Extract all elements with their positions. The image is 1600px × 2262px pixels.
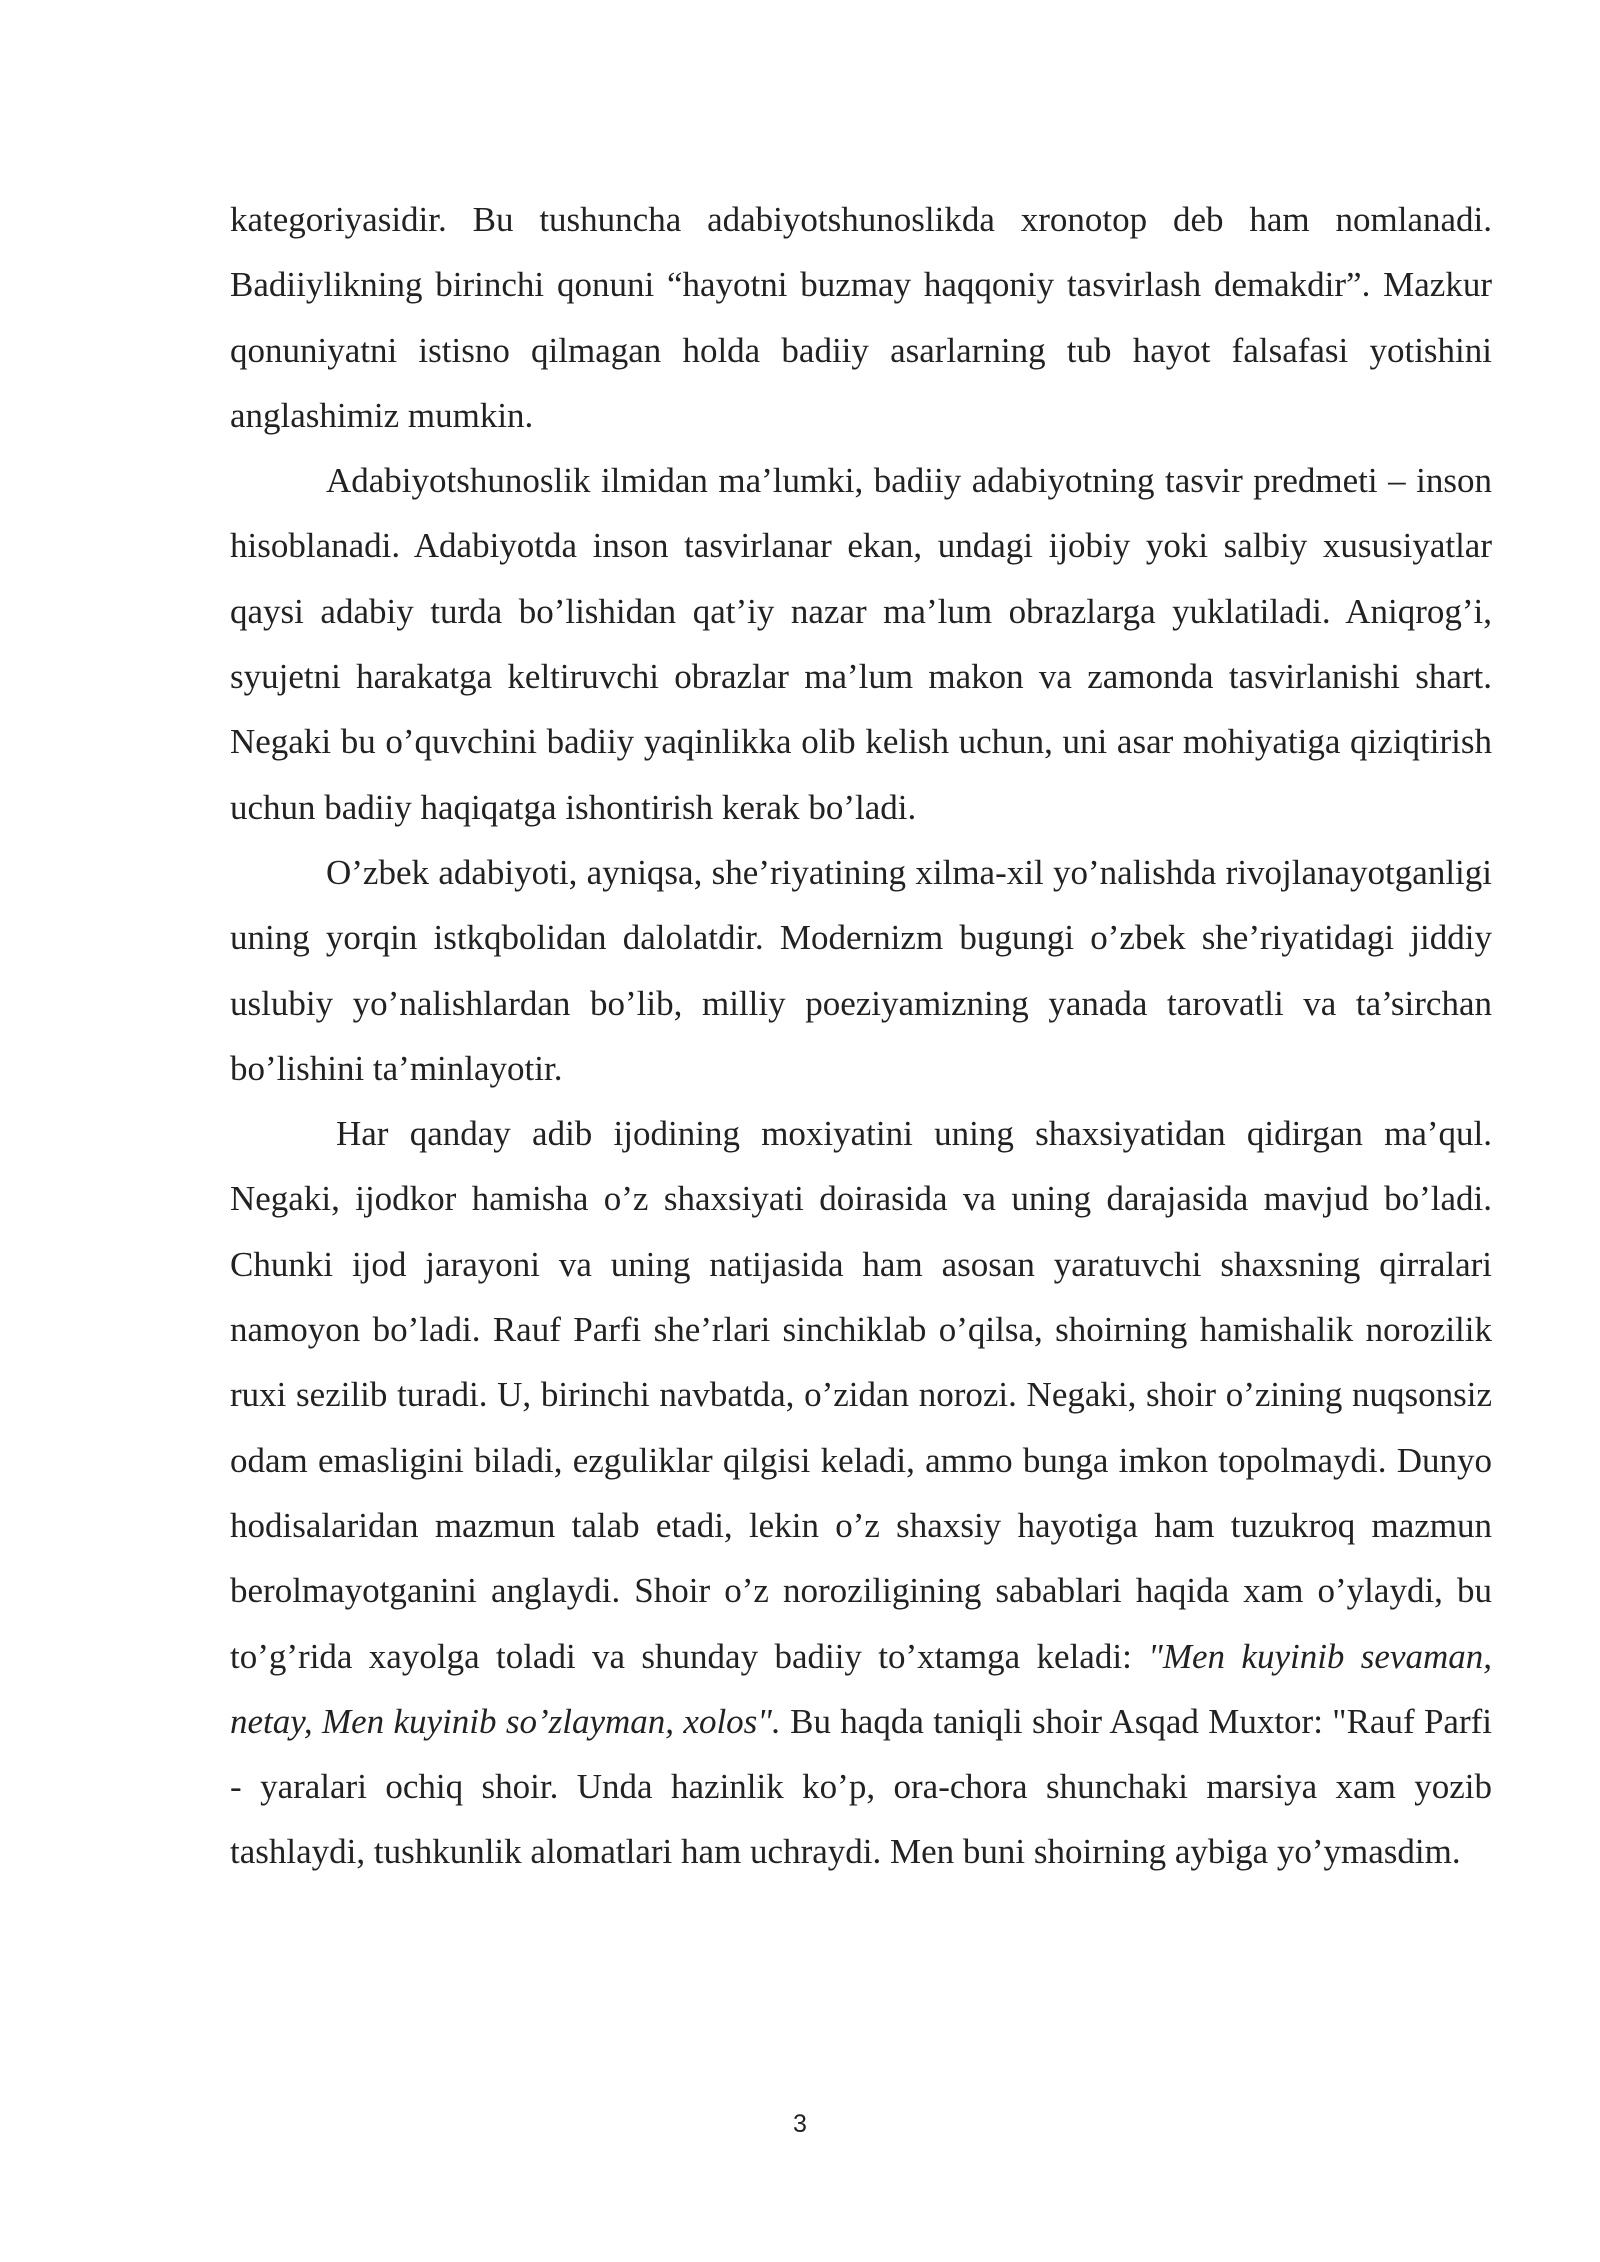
paragraph-1: kategoriyasidir. Bu tushuncha adabiyotshunoslikda xronotop deb ham nomlanadi. Badiiylikning birinchi qonuni “hayotni buzmay haqqoniy tasvirlash demakdir”. Mazkur qonuniyatni istisno qilmagan holda badiiy asarlarning tub hayot falsafasi yotishini anglashimiz mumkin. <box>230 200 1492 435</box>
poem-quote: "Men kuyinib sevaman, netay, Men kuyinib so’zlayman, xolos". <box>230 1636 1492 1741</box>
paragraph-2: Adabiyotshunoslik ilmidan ma’lumki, badiiy adabiyotning tasvir predmeti – inson hisoblanadi. Adabiyotda inson tasvirlanar ekan, undagi ijobiy yoki salbiy xususiyatlar qaysi adabiy turda bo’lishidan qat’iy nazar ma’lum obrazlarga yuklatiladi. Aniqrog’i, syujetni harakatga keltiruvchi obrazlar ma’lum makon va zamonda tasvirlanishi shart. Negaki bu o’quvchini badiiy yaqinlikka olib kelish uchun, uni asar mohiyatiga qiziqtirish uchun badiiy haqiqatga ishontirish kerak bo’ladi. <box>230 461 1492 827</box>
paragraph-4 <box>230 1101 1492 1885</box>
body-text <box>230 187 1492 1885</box>
paragraph-4-text-after: Bu haqda taniqli shoir Asqad Muxtor: "Rauf Parfi - yaralari ochiq shoir. Unda hazinlik ko’p, ora-chora shunchaki marsiya xam yozib tashlaydi, tushkunlik alomatlari ham uchraydi. Men buni shoirning aybiga yo’ymasdim. <box>230 1701 1492 1872</box>
paragraph-3: O’zbek adabiyoti, ayniqsa, she’riyatining xilma-xil yo’nalishda rivojlanayotganligi uning yorqin istkqbolidan dalolatdir. Modernizm bugungi o’zbek she’riyatidagi jiddiy uslubiy yo’nalishlardan bo’lib, milliy poeziyamizning yanada tarovatli va ta’sirchan bo’lishini ta’minlayotir. <box>230 852 1492 1088</box>
page-number: 3 <box>793 2110 807 2138</box>
paragraph-4-text-before: Har qanday adib ijodining moxiyatini uning shaxsiyatidan qidirgan ma’qul. Negaki, ijodkor hamisha o’z shaxsiyati doirasida va uning darajasida mavjud bo’ladi. Chunki ijod jarayoni va uning natijasida ham asosan yaratuvchi shaxsning qirralari namoyon bo’ladi. Rauf Parfi she’rlari sinchiklab o’qilsa, shoirning hamishalik norozilik ruxi sezilib turadi. U, birinchi navbatda, o’zidan norozi. Negaki, shoir o’zining nuqsonsiz odam emasligini biladi, ezguliklar qilgisi keladi, ammo bunga imkon topolmaydi. Dunyo hodisalaridan mazmun talab etadi, lekin o’z shaxsiy hayotiga ham tuzukroq mazmun berolmayotganini anglaydi. Shoir o’z noroziligining sabablari haqida xam o’ylaydi, bu to’g’rida xayolga toladi va shunday badiiy to’xtamga keladi: <box>230 1114 1492 1676</box>
